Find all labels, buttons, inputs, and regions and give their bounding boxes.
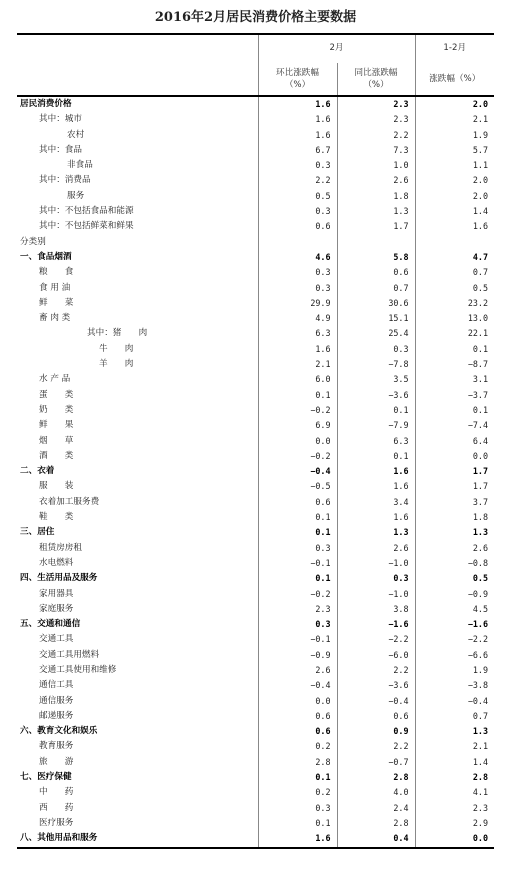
cell-mom: 29.9 [258,296,337,311]
cell-ytd: 3.1 [415,372,494,387]
table-body [17,96,494,848]
cell-yoy: 2.4 [337,801,415,816]
cell-ytd: 0.1 [415,403,494,418]
cell-yoy: 25.4 [337,326,415,341]
cell-mom: −0.2 [258,587,337,602]
table-row [17,495,494,510]
cell-ytd: 23.2 [415,296,494,311]
cell-mom: 0.3 [258,204,337,219]
cell-yoy: 3.4 [337,495,415,510]
cell-ytd: 1.4 [415,755,494,770]
cell-ytd: 13.0 [415,311,494,326]
cell-yoy: 0.1 [337,449,415,464]
row-label: 分类别 [20,236,46,247]
cell-ytd: 1.8 [415,510,494,525]
cell-yoy: 0.6 [337,709,415,724]
row-label: 酒 类 [39,450,74,461]
cell-ytd: 0.7 [415,709,494,724]
cell-mom: 0.2 [258,739,337,754]
table-row [17,831,494,847]
cell-yoy: 7.3 [337,143,415,158]
cell-ytd: 6.4 [415,434,494,449]
table-row [17,357,494,372]
cell-yoy: −3.6 [337,678,415,693]
cell-mom: 2.1 [258,357,337,372]
header-mom [258,63,337,96]
table-row [17,525,494,540]
cell-ytd: −0.9 [415,587,494,602]
cell-ytd: 1.7 [415,464,494,479]
cell-yoy: 0.7 [337,281,415,296]
cell-yoy: 3.5 [337,372,415,387]
cell-yoy: 0.3 [337,571,415,586]
row-label: 租赁房房租 [39,542,82,553]
cell-ytd: 0.5 [415,281,494,296]
header-group-month: 2月 [258,34,415,63]
table-row [17,479,494,494]
cell-yoy: 2.2 [337,739,415,754]
cell-yoy: −7.8 [337,357,415,372]
cell-yoy: 3.8 [337,602,415,617]
cell-ytd: 2.9 [415,816,494,831]
row-label: 六、教育文化和娱乐 [20,726,98,737]
cell-mom: 0.0 [258,694,337,709]
row-label: 西 药 [39,802,74,813]
cell-ytd: −6.6 [415,648,494,663]
row-label: 其中：不包括鲜菜和鲜果 [39,221,134,232]
cell-mom: 0.1 [258,525,337,540]
cell-yoy: −6.0 [337,648,415,663]
cell-ytd: 22.1 [415,326,494,341]
header-mom-text: 环比涨跌幅 （%） [276,68,319,90]
cell-ytd: 0.7 [415,265,494,280]
cell-ytd: 5.7 [415,143,494,158]
table-row [17,571,494,586]
row-label: 家庭服务 [39,603,74,614]
table-row [17,372,494,387]
cell-ytd: 2.3 [415,801,494,816]
row-label: 食 用 油 [39,282,71,293]
table-row [17,541,494,556]
table-row [17,158,494,173]
cell-mom: 0.3 [258,801,337,816]
row-label: 衣着加工服务费 [39,496,100,507]
cell-ytd: 4.1 [415,785,494,800]
cell-ytd: 0.1 [415,342,494,357]
cell-mom: 6.7 [258,143,337,158]
cell-mom: 1.6 [258,342,337,357]
row-label: 非食品 [67,160,93,171]
row-label: 交通工具使用和维修 [39,664,117,675]
header-group-ytd: 1-2月 [415,34,494,63]
row-label: 鲜 果 [39,420,74,431]
cell-ytd: −8.7 [415,357,494,372]
row-label: 八、其他用品和服务 [17,831,258,847]
row-label: 七、医疗保健 [20,772,72,783]
table-row [17,556,494,571]
row-label: 牛 肉 [99,343,134,354]
cell-yoy: −1.0 [337,587,415,602]
row-label: 蛋 类 [39,389,74,400]
cell-mom: 0.3 [258,541,337,556]
cell-yoy: 0.6 [337,265,415,280]
cell-yoy: 1.0 [337,158,415,173]
cell-ytd: −0.8 [415,556,494,571]
row-label: 五、交通和通信 [20,619,81,630]
row-label: 一、食品烟酒 [20,251,72,262]
table-row [17,632,494,647]
table-row [17,770,494,785]
cell-yoy: 4.0 [337,785,415,800]
table-row [17,678,494,693]
row-label: 家用器具 [39,588,74,599]
cell-yoy: 1.6 [337,510,415,525]
row-label: 其中：猪 肉 [87,328,148,339]
cell-mom: 0.1 [258,510,337,525]
row-label: 服务 [67,190,85,201]
table-row [17,96,494,112]
table-row [17,724,494,739]
table-row [17,709,494,724]
cell-ytd: 1.4 [415,204,494,219]
cell-yoy: 2.6 [337,541,415,556]
cell-mom: −0.1 [258,556,337,571]
row-label: 烟 草 [39,435,74,446]
cell-ytd: 2.6 [415,541,494,556]
cell-mom: 0.1 [258,816,337,831]
row-label: 二、衣着 [20,466,55,477]
table-row [17,587,494,602]
table-row [17,510,494,525]
table-row [17,403,494,418]
cell-mom: 0.1 [258,571,337,586]
cell-ytd: 1.9 [415,663,494,678]
row-label: 奶 类 [39,404,74,415]
cell-ytd: 2.1 [415,739,494,754]
header-label-corner [17,34,258,63]
cell-yoy: −0.4 [337,694,415,709]
cell-ytd: 2.0 [415,189,494,204]
cell-ytd [415,235,494,250]
row-label: 邮递服务 [39,710,74,721]
cell-yoy: 0.4 [337,831,415,847]
cell-mom: 2.8 [258,755,337,770]
header-yoy-text: 同比涨跌幅 （%） [354,68,398,90]
cell-mom: 6.3 [258,326,337,341]
cell-yoy: 1.3 [337,525,415,540]
table-row [17,648,494,663]
row-label: 交通工具用燃料 [39,649,100,660]
cell-yoy: −2.2 [337,632,415,647]
row-label: 通信服务 [39,695,74,706]
cell-yoy: 0.3 [337,342,415,357]
cell-mom: 1.6 [258,112,337,127]
row-label: 畜 肉 类 [39,313,71,324]
cell-mom: −0.9 [258,648,337,663]
row-label: 其中：不包括食品和能源 [39,206,134,217]
table-row [17,173,494,188]
cell-yoy: −7.9 [337,418,415,433]
cell-yoy: 2.3 [337,96,415,112]
cell-yoy: 2.2 [337,128,415,143]
cell-mom: 0.3 [258,265,337,280]
cell-yoy: 15.1 [337,311,415,326]
cell-mom: −0.4 [258,464,337,479]
cell-yoy: 1.8 [337,189,415,204]
table-header [17,34,494,96]
cell-ytd: −3.8 [415,678,494,693]
cell-mom: 4.9 [258,311,337,326]
cell-mom: 6.0 [258,372,337,387]
cell-ytd: 0.5 [415,571,494,586]
cell-mom: −0.2 [258,449,337,464]
row-label: 水 产 品 [39,374,71,385]
cell-mom: 1.6 [258,831,337,847]
row-label: 农村 [67,129,85,140]
cell-mom: 0.6 [258,709,337,724]
cell-yoy: 1.6 [337,464,415,479]
cell-yoy: −1.0 [337,556,415,571]
table-row [17,281,494,296]
cell-mom: 1.6 [258,128,337,143]
cell-ytd: 0.0 [415,449,494,464]
cell-yoy: 0.9 [337,724,415,739]
row-label: 中 药 [39,787,74,798]
table-row [17,801,494,816]
cell-yoy: 30.6 [337,296,415,311]
cell-yoy: 1.3 [337,204,415,219]
cell-ytd: −1.6 [415,617,494,632]
cell-mom: 0.3 [258,281,337,296]
cell-mom: 0.3 [258,617,337,632]
row-label: 水电燃料 [39,557,74,568]
row-label: 其中：城市 [39,114,82,125]
row-label: 医疗服务 [39,817,74,828]
table-row [17,296,494,311]
cell-yoy: 2.8 [337,816,415,831]
cell-ytd: 4.7 [415,250,494,265]
cell-mom: 1.6 [258,96,337,112]
table-row [17,617,494,632]
table-row [17,739,494,754]
cell-ytd: 1.3 [415,525,494,540]
cell-ytd: 1.3 [415,724,494,739]
table-row [17,265,494,280]
cell-yoy: 0.1 [337,403,415,418]
cell-ytd: 2.8 [415,770,494,785]
cell-yoy: 1.7 [337,219,415,234]
table-row [17,602,494,617]
cell-mom: 2.2 [258,173,337,188]
row-label: 其中：食品 [39,144,82,155]
cell-mom: 0.6 [258,219,337,234]
cell-ytd: 1.1 [415,158,494,173]
table-row [17,816,494,831]
cell-mom: 4.6 [258,250,337,265]
cell-ytd: −7.4 [415,418,494,433]
cell-ytd: 0.0 [415,831,494,847]
table-row [17,250,494,265]
row-label: 羊 肉 [99,359,134,370]
table-row [17,143,494,158]
cell-mom: −0.1 [258,632,337,647]
cell-mom: −0.5 [258,479,337,494]
cell-yoy: 2.3 [337,112,415,127]
page-title: 2016年2月居民消费价格主要数据 [154,10,357,25]
table-row [17,663,494,678]
table-row [17,449,494,464]
table-row [17,112,494,127]
cell-yoy: 1.6 [337,479,415,494]
table-row [17,464,494,479]
cell-yoy: 6.3 [337,434,415,449]
table-row [17,235,494,250]
row-label: 服 装 [39,481,74,492]
cell-ytd: 4.5 [415,602,494,617]
cell-mom: 0.0 [258,434,337,449]
cell-mom: 0.1 [258,770,337,785]
cell-ytd: 1.6 [415,219,494,234]
table-row [17,128,494,143]
cell-yoy: −3.6 [337,388,415,403]
row-label: 居民消费价格 [20,99,72,109]
table-row [17,434,494,449]
row-label: 通信工具 [39,680,74,691]
cell-ytd: 2.0 [415,173,494,188]
cell-yoy: 2.8 [337,770,415,785]
cell-ytd: −0.4 [415,694,494,709]
cell-yoy: 2.6 [337,173,415,188]
row-label: 鞋 类 [39,512,74,523]
cell-yoy: 5.8 [337,250,415,265]
cell-mom: 0.2 [258,785,337,800]
table-row [17,326,494,341]
cell-mom: 6.9 [258,418,337,433]
cell-ytd: 1.7 [415,479,494,494]
row-label: 其中：消费品 [39,175,91,186]
cell-mom: 2.3 [258,602,337,617]
cell-mom: 0.6 [258,495,337,510]
row-label: 鲜 菜 [39,297,74,308]
cell-ytd: −3.7 [415,388,494,403]
table-row [17,755,494,770]
cell-mom: −0.4 [258,678,337,693]
cell-ytd: −2.2 [415,632,494,647]
header-ytd: 涨跌幅（%） [415,63,494,96]
cell-ytd: 2.0 [415,96,494,112]
table-row [17,785,494,800]
cell-mom [258,235,337,250]
header-yoy [337,63,415,96]
row-label: 四、生活用品及服务 [20,573,98,584]
table-row [17,189,494,204]
cell-yoy: −1.6 [337,617,415,632]
row-label: 旅 游 [39,756,74,767]
row-label: 三、居住 [20,527,55,538]
cell-ytd: 1.9 [415,128,494,143]
cell-yoy: 2.2 [337,663,415,678]
table-row [17,694,494,709]
cell-yoy: −0.7 [337,755,415,770]
cell-ytd: 2.1 [415,112,494,127]
header-label-blank [17,63,258,96]
row-label: 教育服务 [39,741,74,752]
table-row [17,311,494,326]
table-row [17,219,494,234]
cpi-table [17,33,494,849]
cell-mom: 0.6 [258,724,337,739]
row-label: 交通工具 [39,634,74,645]
cell-mom: 2.6 [258,663,337,678]
cell-mom: 0.1 [258,388,337,403]
row-label: 粮 食 [39,267,74,278]
cell-mom: 0.5 [258,189,337,204]
cell-yoy [337,235,415,250]
cell-mom: 0.3 [258,158,337,173]
table-row [17,204,494,219]
table-row [17,388,494,403]
table-row [17,418,494,433]
cell-ytd: 3.7 [415,495,494,510]
table-row [17,342,494,357]
cell-mom: −0.2 [258,403,337,418]
